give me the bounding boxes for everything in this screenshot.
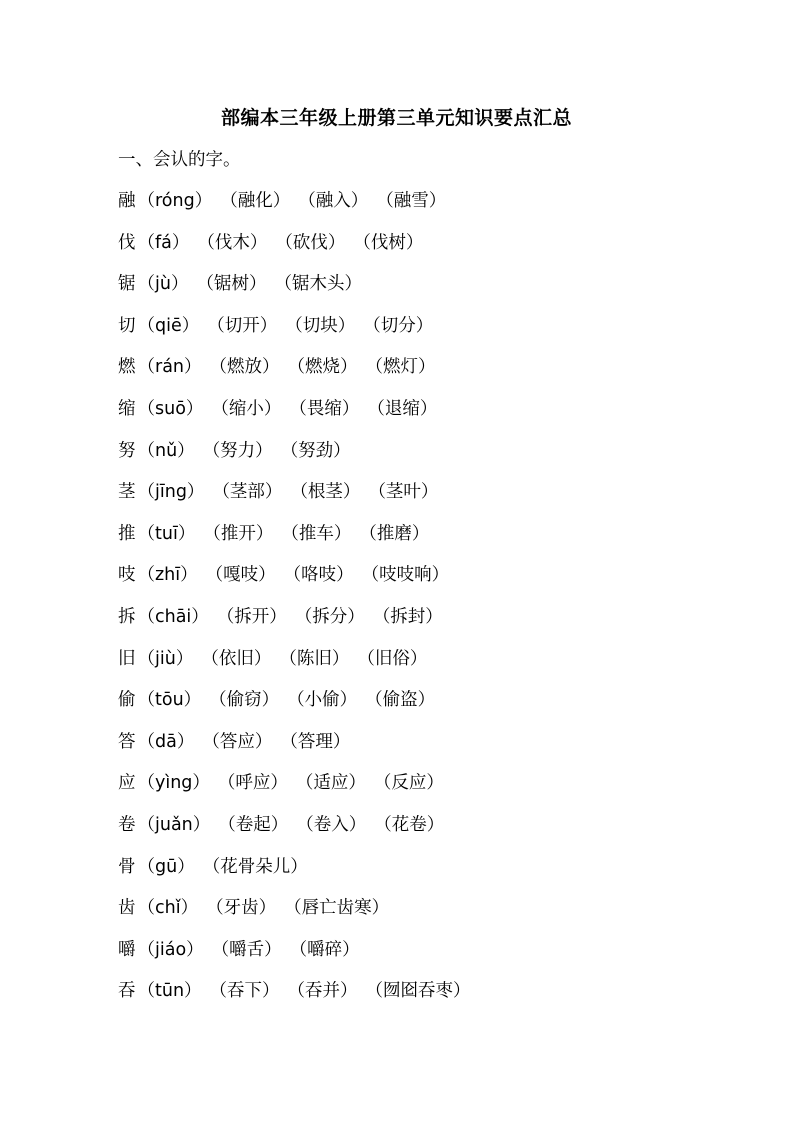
entry-word: （答理） — [280, 731, 351, 752]
entry-word: （小偷） — [287, 690, 358, 711]
entry-word: （嚼舌） — [211, 939, 282, 960]
list-item — [118, 686, 479, 728]
entry-word: （拆开） — [216, 606, 287, 627]
entry-word: （伐树） — [353, 232, 424, 253]
entry-word: （切开） — [207, 315, 278, 336]
entry-word: （卷入） — [296, 814, 367, 835]
entry-character: 答 — [118, 731, 136, 752]
entry-word: （吞并） — [287, 981, 358, 1002]
entry-word: （畏缩） — [289, 398, 360, 419]
entry-character: 吞 — [118, 981, 136, 1002]
entry-character: 偷 — [118, 690, 136, 711]
entry-word: （推开） — [203, 523, 274, 544]
entry-word: （吞下） — [209, 981, 280, 1002]
entry-word: （伐木） — [197, 232, 268, 253]
entry-word: （呼应） — [217, 773, 288, 794]
entry-character: 旧 — [118, 648, 136, 669]
entry-pinyin: （nǔ） — [137, 440, 195, 461]
entry-pinyin: （fá） — [137, 232, 190, 253]
list-item — [118, 977, 479, 1019]
section-heading: 一、会认的字。 — [118, 150, 241, 170]
entry-character: 嚼 — [118, 939, 136, 960]
entry-word: （锯树） — [196, 274, 267, 295]
entry-character: 融 — [118, 191, 136, 211]
entry-character: 切 — [118, 315, 136, 336]
entry-word: （偷窃） — [209, 690, 280, 711]
list-item — [118, 478, 479, 520]
entry-word: （陈旧） — [279, 648, 350, 669]
entry-word: （根茎） — [290, 482, 361, 503]
entry-word: （融化） — [220, 191, 291, 211]
entry-word: （努力） — [202, 440, 273, 461]
entry-pinyin: （dā） — [137, 731, 195, 752]
entry-word: （切块） — [285, 315, 356, 336]
entry-word: （融雪） — [376, 191, 447, 211]
entry-word: （燃放） — [209, 357, 280, 378]
list-item — [118, 603, 479, 645]
list-item — [118, 270, 479, 312]
character-list — [118, 187, 479, 1019]
entry-word: （答应） — [202, 731, 273, 752]
list-item — [118, 853, 479, 895]
entry-pinyin: （jiáo） — [137, 939, 204, 960]
entry-character: 缩 — [118, 398, 136, 419]
list-item — [118, 437, 479, 479]
entry-character: 茎 — [118, 482, 136, 503]
list-item — [118, 312, 479, 354]
entry-word: （咯吱） — [283, 565, 354, 586]
list-item — [118, 561, 479, 603]
entry-character: 应 — [118, 773, 136, 794]
entry-character: 卷 — [118, 814, 136, 835]
entry-character: 燃 — [118, 357, 136, 378]
entry-word: （砍伐） — [275, 232, 346, 253]
list-item — [118, 353, 479, 395]
entry-pinyin: （chāi） — [137, 606, 209, 627]
entry-word: （嘎吱） — [205, 565, 276, 586]
entry-word: （锯木头） — [274, 274, 362, 295]
entry-character: 伐 — [118, 232, 136, 253]
entry-word: （适应） — [295, 773, 366, 794]
entry-word: （努劲） — [280, 440, 351, 461]
list-item — [118, 728, 479, 770]
entry-word: （燃烧） — [287, 357, 358, 378]
entry-character: 拆 — [118, 606, 136, 627]
entry-pinyin: （tōu） — [137, 690, 202, 711]
entry-character: 锯 — [118, 274, 136, 295]
entry-word: （燃灯） — [365, 357, 436, 378]
entry-pinyin: （róng） — [137, 191, 213, 211]
list-item — [118, 645, 479, 687]
entry-word: （花骨朵儿） — [202, 856, 308, 877]
entry-word: （拆封） — [372, 606, 443, 627]
entry-word: （推磨） — [359, 523, 430, 544]
entry-word: （茎叶） — [368, 482, 439, 503]
list-item — [118, 187, 479, 229]
entry-word: （卷起） — [218, 814, 289, 835]
list-item — [118, 811, 479, 853]
entry-word: （唇亡齿寒） — [284, 898, 390, 919]
entry-pinyin: （yìng） — [137, 773, 210, 794]
entry-word: （拆分） — [294, 606, 365, 627]
entry-character: 努 — [118, 440, 136, 461]
entry-pinyin: （chǐ） — [137, 898, 199, 919]
entry-word: （偷盗） — [365, 690, 436, 711]
entry-pinyin: （tuī） — [137, 523, 196, 544]
entry-word: （依旧） — [201, 648, 272, 669]
list-item — [118, 229, 479, 271]
entry-pinyin: （rán） — [137, 357, 202, 378]
document-title: 部编本三年级上册第三单元知识要点汇总 — [220, 107, 572, 129]
entry-pinyin: （suō） — [137, 398, 204, 419]
entry-pinyin: （jīng） — [137, 482, 205, 503]
entry-character: 吱 — [118, 565, 136, 586]
entry-pinyin: （tūn） — [137, 981, 202, 1002]
entry-pinyin: （zhī） — [137, 565, 198, 586]
entry-word: （茎部） — [212, 482, 283, 503]
list-item — [118, 894, 479, 936]
entry-word: （反应） — [373, 773, 444, 794]
entry-word: （吱吱响） — [361, 565, 450, 586]
entry-pinyin: （jù） — [137, 274, 189, 295]
entry-word: （推车） — [281, 523, 352, 544]
entry-word: （退缩） — [367, 398, 438, 419]
entry-pinyin: （gū） — [137, 856, 195, 877]
list-item — [118, 395, 479, 437]
list-item — [118, 520, 479, 562]
entry-pinyin: （juǎn） — [137, 814, 211, 835]
entry-word: （缩小） — [211, 398, 282, 419]
entry-word: （旧俗） — [357, 648, 428, 669]
entry-word: （嚼碎） — [289, 939, 360, 960]
entry-word: （花卷） — [374, 814, 445, 835]
entry-word: （囫囵吞枣） — [365, 981, 471, 1002]
entry-character: 骨 — [118, 856, 136, 877]
list-item — [118, 936, 479, 978]
entry-pinyin: （qiē） — [137, 315, 200, 336]
entry-word: （牙齿） — [206, 898, 277, 919]
entry-character: 推 — [118, 523, 136, 544]
entry-pinyin: （jiù） — [137, 648, 194, 669]
entry-character: 齿 — [118, 898, 136, 919]
entry-word: （切分） — [363, 315, 434, 336]
entry-word: （融入） — [298, 191, 369, 211]
list-item — [118, 769, 479, 811]
